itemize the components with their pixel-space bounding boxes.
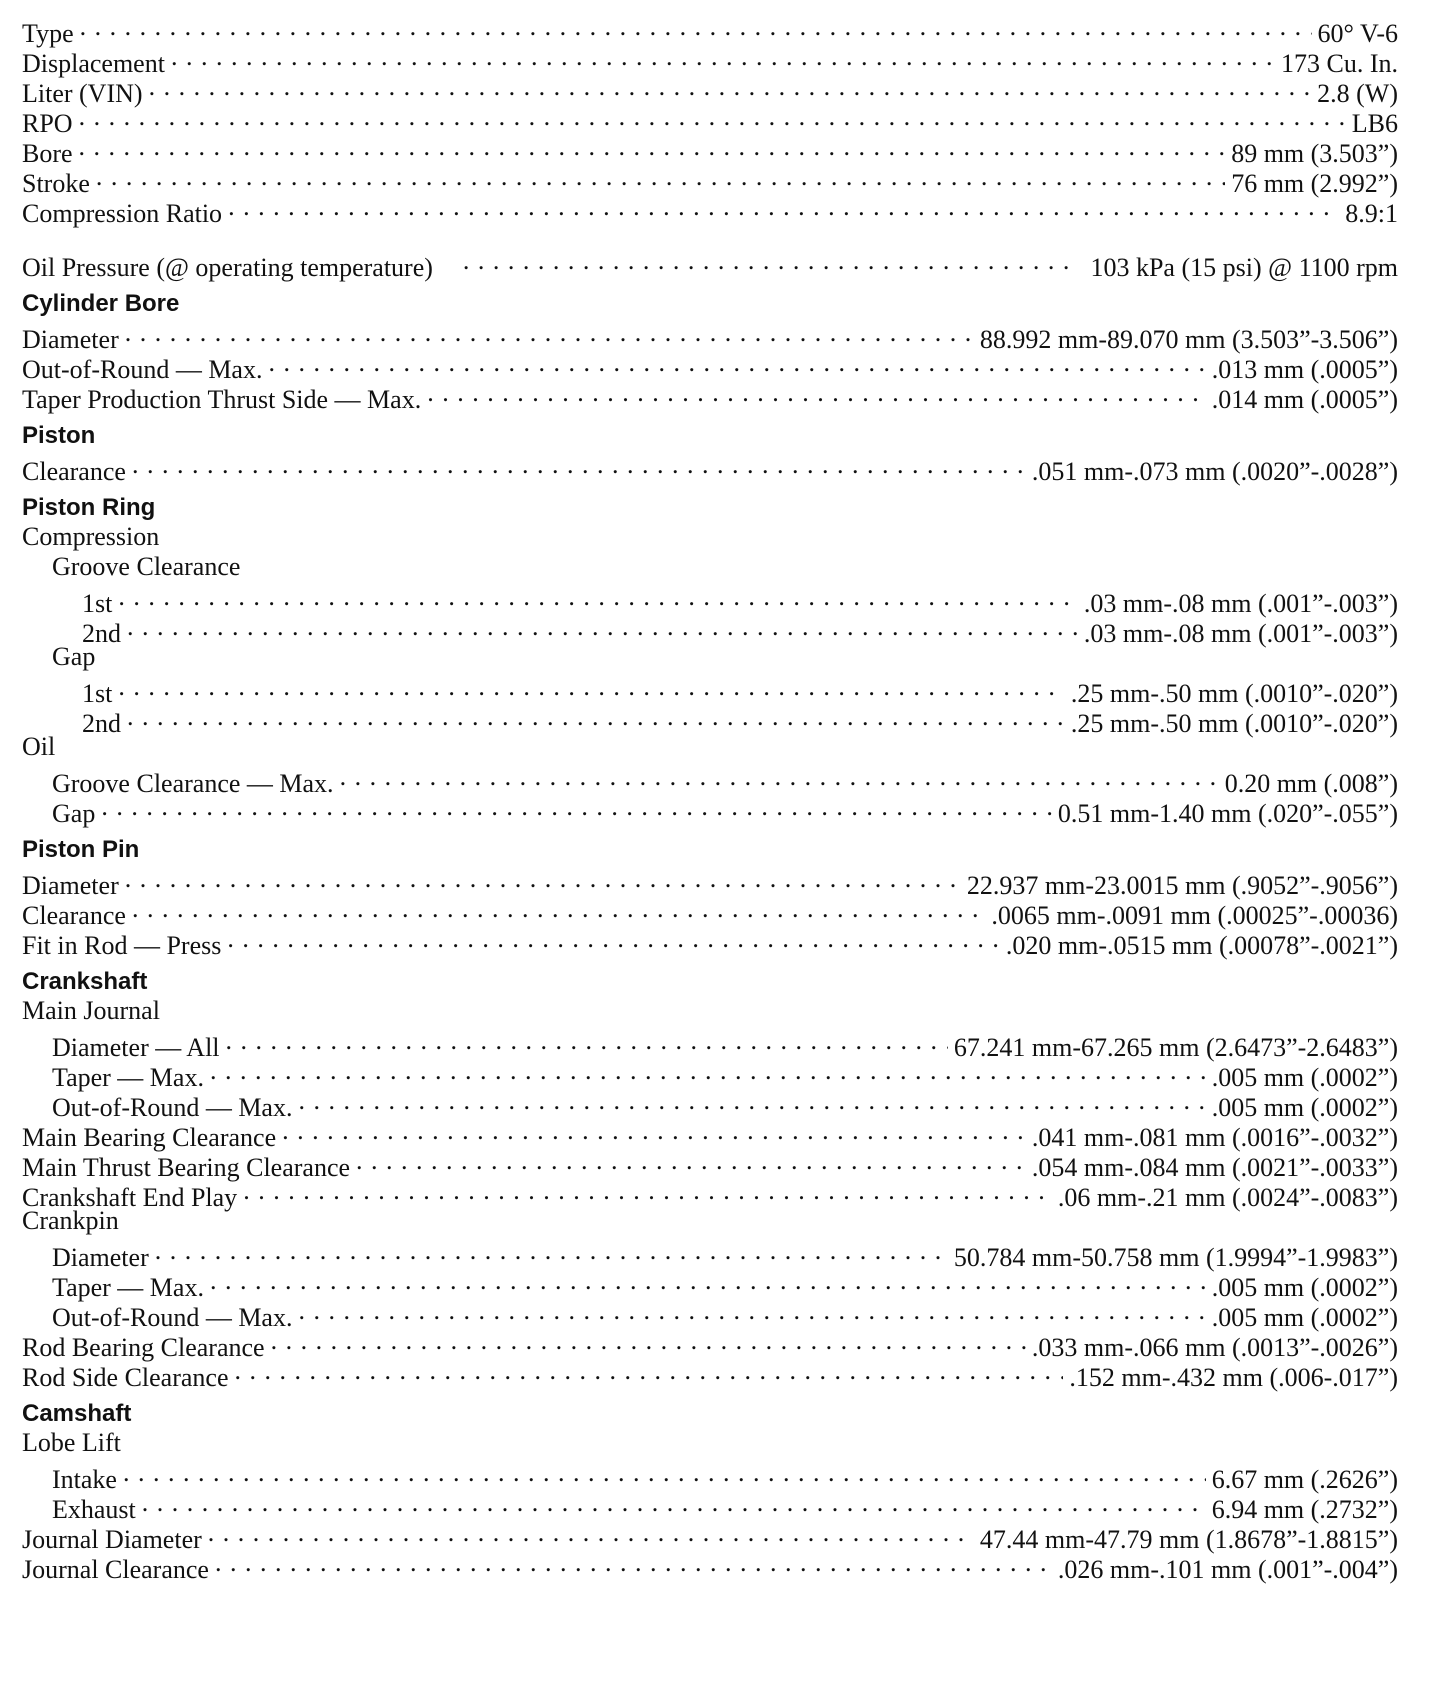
spec-label: Gap [52, 799, 96, 828]
spec-value: 173 Cu. In. [1281, 49, 1398, 78]
spec-label: Taper — Max. [52, 1273, 204, 1302]
dot-leader [427, 378, 1205, 408]
spec-label: Out-of-Round — Max. [52, 1303, 293, 1332]
spec-label: Journal Diameter [22, 1525, 202, 1554]
dot-leader [118, 582, 1078, 612]
spec-value: 8.9:1 [1345, 199, 1398, 228]
spec-value: 2.8 (W) [1317, 79, 1398, 108]
spec-label: 1st [82, 679, 113, 708]
section-heading-piston: Piston [22, 422, 96, 449]
spec-row [22, 672, 1398, 708]
dot-leader [171, 42, 1275, 72]
spec-label: Journal Clearance [22, 1555, 209, 1584]
subgroup-label-gap: Gap [52, 642, 96, 671]
spec-value: .03 mm-.08 mm (.001”-.003”) [1083, 619, 1398, 648]
dot-leader [123, 1458, 1206, 1488]
dot-leader [210, 1056, 1206, 1086]
spec-value: 60° V-6 [1317, 19, 1398, 48]
spec-label: Groove Clearance — Max. [52, 769, 334, 798]
spec-label: RPO [22, 109, 73, 138]
spec-value: .152 mm-.432 mm (.006-.017”) [1069, 1363, 1398, 1392]
dot-leader [132, 894, 985, 924]
spec-label: Taper Production Thrust Side — Max. [22, 385, 422, 414]
dot-leader [142, 1488, 1206, 1518]
dot-leader [208, 1518, 974, 1548]
spec-document [22, 12, 1398, 1584]
dot-leader [356, 1146, 1026, 1176]
spec-row [22, 1518, 1398, 1554]
subgroup-label-lobe-lift: Lobe Lift [22, 1428, 121, 1457]
spec-value: .25 mm-.50 mm (.0010”-.020”) [1070, 679, 1398, 708]
spec-row [22, 1236, 1398, 1272]
spec-value: 22.937 mm-23.0015 mm (.9052”-.9056”) [966, 871, 1398, 900]
spec-label: Diameter [22, 871, 119, 900]
dot-leader [298, 1296, 1205, 1326]
spec-row [22, 1266, 1398, 1302]
spec-row [22, 1488, 1398, 1524]
dot-leader [243, 1176, 1052, 1206]
dot-leader [228, 192, 1339, 222]
subgroup-label-oil: Oil [22, 732, 56, 761]
spec-row-compression-ratio [22, 192, 1398, 228]
dot-leader [215, 1548, 1052, 1578]
subgroup-label-main-journal: Main Journal [22, 996, 160, 1025]
spec-row [22, 582, 1398, 618]
subgroup-label-crankpin: Crankpin [22, 1206, 119, 1235]
subgroup-label-compression: Compression [22, 522, 160, 551]
dot-leader [268, 348, 1205, 378]
section-heading-camshaft: Camshaft [22, 1400, 132, 1427]
spec-value: 6.94 mm (.2732”) [1211, 1495, 1398, 1524]
dot-leader [271, 1326, 1026, 1356]
spec-label: Compression Ratio [22, 199, 223, 228]
spec-value: 89 mm (3.503”) [1231, 139, 1398, 168]
spec-row-displacement [22, 42, 1398, 78]
dot-leader [282, 1116, 1026, 1146]
spec-value: .051 mm-.073 mm (.0020”-.0028”) [1031, 457, 1398, 486]
spec-row [22, 1026, 1398, 1062]
spec-label: Stroke [22, 169, 90, 198]
spec-row [22, 1086, 1398, 1122]
spec-value: .06 mm-.21 mm (.0024”-.0083”) [1057, 1183, 1398, 1212]
spec-label: Main Bearing Clearance [22, 1123, 277, 1152]
spec-row [22, 318, 1398, 354]
spec-value: 50.784 mm-50.758 mm (1.9994”-1.9983”) [953, 1243, 1398, 1272]
spec-label: Clearance [22, 901, 126, 930]
spec-label: Exhaust [52, 1495, 136, 1524]
spec-value: 67.241 mm-67.265 mm (2.6473”-2.6483”) [953, 1033, 1398, 1062]
dot-leader [118, 672, 1065, 702]
spec-row [22, 348, 1398, 384]
spec-label: 2nd [82, 619, 121, 648]
spec-label: Rod Bearing Clearance [22, 1333, 265, 1362]
spec-label: Out-of-Round — Max. [52, 1093, 293, 1122]
spec-label: 2nd [82, 709, 121, 738]
dot-leader [155, 1236, 948, 1266]
dot-leader [149, 72, 1312, 102]
spec-row-bore [22, 132, 1398, 168]
dot-leader [96, 162, 1225, 192]
spec-label: Diameter [52, 1243, 149, 1272]
dot-leader [226, 1026, 948, 1056]
spec-row [22, 762, 1398, 798]
spec-value: 0.20 mm (.008”) [1224, 769, 1398, 798]
dot-leader [127, 612, 1078, 642]
spec-label: Taper — Max. [52, 1063, 204, 1092]
spec-label: Type [22, 19, 74, 48]
dot-leader [101, 792, 1052, 822]
spec-row-liter [22, 72, 1398, 108]
dot-leader [125, 864, 961, 894]
spec-value: 103 kPa (15 psi) @ 1100 rpm [1090, 253, 1398, 282]
dot-leader [340, 762, 1219, 792]
spec-label: Bore [22, 139, 73, 168]
spec-value: 0.51 mm-1.40 mm (.020”-.055”) [1057, 799, 1398, 828]
dot-leader [127, 702, 1065, 732]
spec-label: Diameter — All [52, 1033, 220, 1062]
spec-value: .020 mm-.0515 mm (.00078”-.0021”) [1005, 931, 1398, 960]
spec-row-oil-pressure [22, 246, 1398, 282]
spec-row [22, 450, 1398, 486]
spec-label: Out-of-Round — Max. [22, 355, 263, 384]
section-heading-piston-ring: Piston Ring [22, 494, 156, 521]
spec-row [22, 792, 1398, 828]
subgroup-label-groove-clearance: Groove Clearance [52, 552, 241, 581]
spec-value: 76 mm (2.992”) [1231, 169, 1398, 198]
spec-label: Rod Side Clearance [22, 1363, 229, 1392]
spec-row [22, 1458, 1398, 1494]
spec-label: Intake [52, 1465, 117, 1494]
dot-leader [227, 924, 1000, 954]
spec-label: Clearance [22, 457, 126, 486]
dot-leader [463, 246, 1077, 276]
spec-value: .014 mm (.0005”) [1211, 385, 1398, 414]
section-heading-cylinder-bore: Cylinder Bore [22, 290, 180, 317]
spec-label: Main Thrust Bearing Clearance [22, 1153, 351, 1182]
spec-value: .03 mm-.08 mm (.001”-.003”) [1083, 589, 1398, 618]
dot-leader [125, 318, 974, 348]
spacer [22, 222, 1398, 246]
spec-label: Displacement [22, 49, 165, 78]
spec-value: .013 mm (.0005”) [1211, 355, 1398, 384]
spec-value: .054 mm-.084 mm (.0021”-.0033”) [1031, 1153, 1398, 1182]
spec-label: Liter (VIN) [22, 79, 143, 108]
spec-label: Crankshaft End Play [22, 1183, 238, 1212]
spec-value: .0065 mm-.0091 mm (.00025”-.00036) [991, 901, 1398, 930]
spec-row [22, 1296, 1398, 1332]
dot-leader [210, 1266, 1206, 1296]
spec-row-type [22, 12, 1398, 48]
spec-value: .005 mm (.0002”) [1211, 1273, 1398, 1302]
spec-row [22, 864, 1398, 900]
section-heading-piston-pin: Piston Pin [22, 836, 140, 863]
spec-value: 6.67 mm (.2626”) [1211, 1465, 1398, 1494]
spec-label: 1st [82, 589, 113, 618]
dot-leader [235, 1356, 1064, 1386]
spec-label: Oil Pressure (@ operating temperature) [22, 253, 433, 282]
spec-value: .005 mm (.0002”) [1211, 1063, 1398, 1092]
dot-leader [79, 102, 1346, 132]
spec-value: .25 mm-.50 mm (.0010”-.020”) [1070, 709, 1398, 738]
dot-leader [80, 12, 1312, 42]
dot-leader [132, 450, 1026, 480]
engine-general-section [22, 12, 1398, 228]
spec-value: .005 mm (.0002”) [1211, 1303, 1398, 1332]
spec-label: Diameter [22, 325, 119, 354]
spec-value: LB6 [1351, 109, 1398, 138]
spec-value: .026 mm-.101 mm (.001”-.004”) [1057, 1555, 1398, 1584]
spec-row-stroke [22, 162, 1398, 198]
section-heading-crankshaft: Crankshaft [22, 968, 148, 995]
spec-value: 88.992 mm-89.070 mm (3.503”-3.506”) [979, 325, 1398, 354]
spec-row [22, 1056, 1398, 1092]
spec-value: .041 mm-.081 mm (.0016”-.0032”) [1031, 1123, 1398, 1152]
spec-row-rpo [22, 102, 1398, 138]
dot-leader [79, 132, 1226, 162]
spec-value: .005 mm (.0002”) [1211, 1093, 1398, 1122]
spec-value: .033 mm-.066 mm (.0013”-.0026”) [1031, 1333, 1398, 1362]
dot-leader [298, 1086, 1205, 1116]
spec-value: 47.44 mm-47.79 mm (1.8678”-1.8815”) [979, 1525, 1398, 1554]
spec-label: Fit in Rod — Press [22, 931, 222, 960]
